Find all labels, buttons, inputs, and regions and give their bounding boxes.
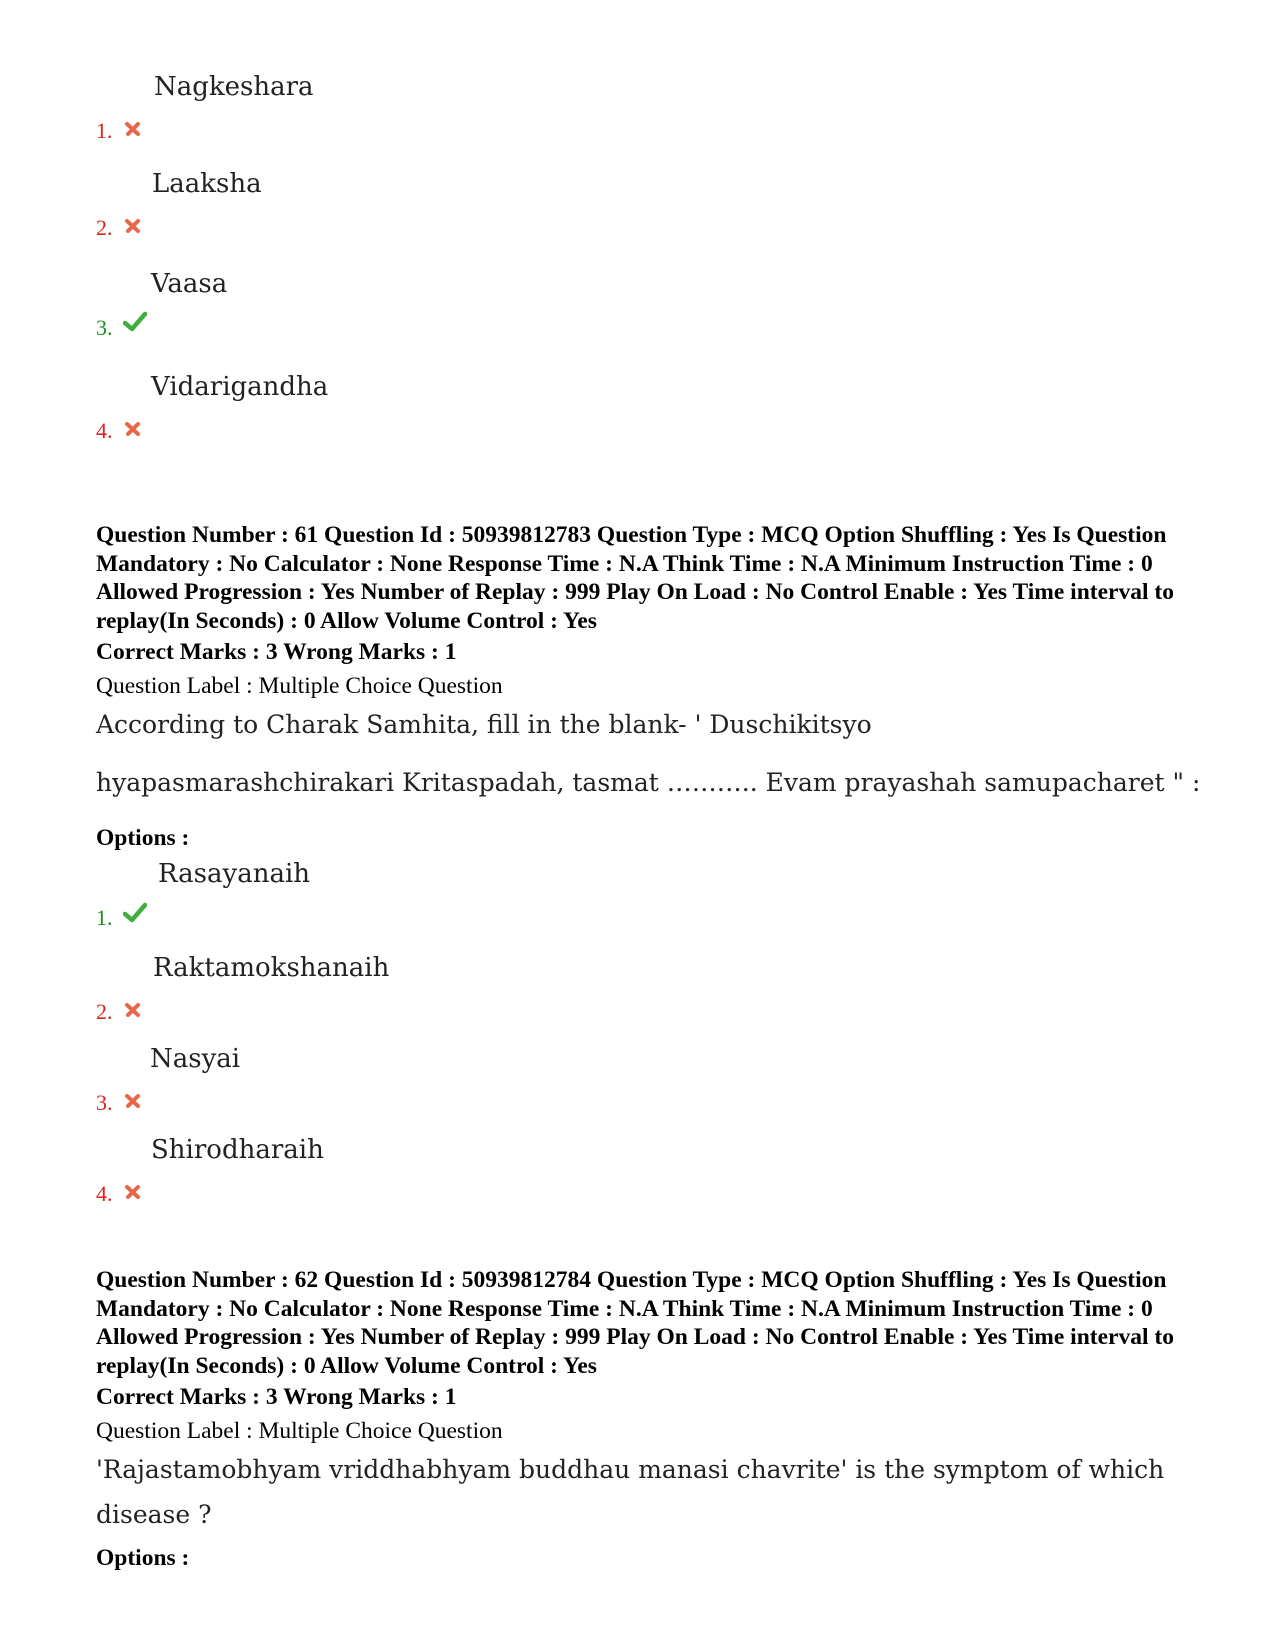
option-item xyxy=(96,372,696,442)
question-text-line: 'Rajastamobhyam vriddhabhyam buddhau manasi chavrite' is the symptom of which xyxy=(96,1455,1165,1484)
question-meta: Question Number : 62 Question Id : 50939812784 Question Type : MCQ Option Shuffling : Yes Is Question Mandatory : No Calculator : None Response Time : N.A Think Time : N.A Minimum Instruction Time : 0 Allowed Progression : Yes Number of Replay : 999 Play On Load : No Control Enable : Yes Time interval to replay(In Seconds) : 0 Allow Volume Control : Yes xyxy=(96,1267,1174,1379)
cross-icon xyxy=(123,1182,143,1202)
option-item xyxy=(96,859,696,929)
question-label: Question Label : Multiple Choice Question xyxy=(96,1418,503,1444)
question-marks: Correct Marks : 3 Wrong Marks : 1 xyxy=(96,639,457,665)
option-text: Raktamokshanaih xyxy=(153,953,390,983)
cross-icon xyxy=(123,419,143,439)
question-text-line: disease ? xyxy=(96,1500,212,1529)
option-text: Laaksha xyxy=(152,169,262,199)
options-heading: Options : xyxy=(96,825,190,851)
option-text: Vaasa xyxy=(151,269,228,299)
check-icon xyxy=(123,311,147,333)
option-item xyxy=(96,72,696,142)
option-number: 3. xyxy=(96,1090,113,1115)
option-item xyxy=(96,953,696,1023)
cross-icon xyxy=(123,1091,143,1111)
option-item xyxy=(96,1135,696,1205)
option-number: 4. xyxy=(96,418,113,443)
option-item xyxy=(96,269,696,339)
options-heading: Options : xyxy=(96,1545,190,1571)
option-text: Rasayanaih xyxy=(158,859,311,889)
option-number: 1. xyxy=(96,118,113,143)
option-number: 4. xyxy=(96,1181,113,1206)
option-number: 2. xyxy=(96,215,113,240)
option-number: 2. xyxy=(96,999,113,1024)
option-text: Vidarigandha xyxy=(151,372,329,402)
cross-icon xyxy=(123,1000,143,1020)
option-text: Nagkeshara xyxy=(154,72,314,102)
option-item xyxy=(96,169,696,239)
option-text: Nasyai xyxy=(150,1044,241,1074)
question-meta: Question Number : 61 Question Id : 50939812783 Question Type : MCQ Option Shuffling : Yes Is Question Mandatory : No Calculator : None Response Time : N.A Think Time : N.A Minimum Instruction Time : 0 Allowed Progression : Yes Number of Replay : 999 Play On Load : No Control Enable : Yes Time interval to replay(In Seconds) : 0 Allow Volume Control : Yes xyxy=(96,522,1174,634)
option-number: 1. xyxy=(96,905,113,930)
question-text-line: According to Charak Samhita, fill in the blank- ' Duschikitsyo xyxy=(96,710,872,739)
option-item xyxy=(96,1044,696,1114)
cross-icon xyxy=(123,119,143,139)
cross-icon xyxy=(123,216,143,236)
question-text-line: hyapasmarashchirakari Kritaspadah, tasmat ……….. Evam prayashah samupacharet " : xyxy=(96,768,1201,797)
option-number: 3. xyxy=(96,315,113,340)
check-icon xyxy=(123,902,147,924)
question-marks: Correct Marks : 3 Wrong Marks : 1 xyxy=(96,1384,457,1410)
option-text: Shirodharaih xyxy=(151,1135,324,1165)
question-label: Question Label : Multiple Choice Question xyxy=(96,673,503,699)
